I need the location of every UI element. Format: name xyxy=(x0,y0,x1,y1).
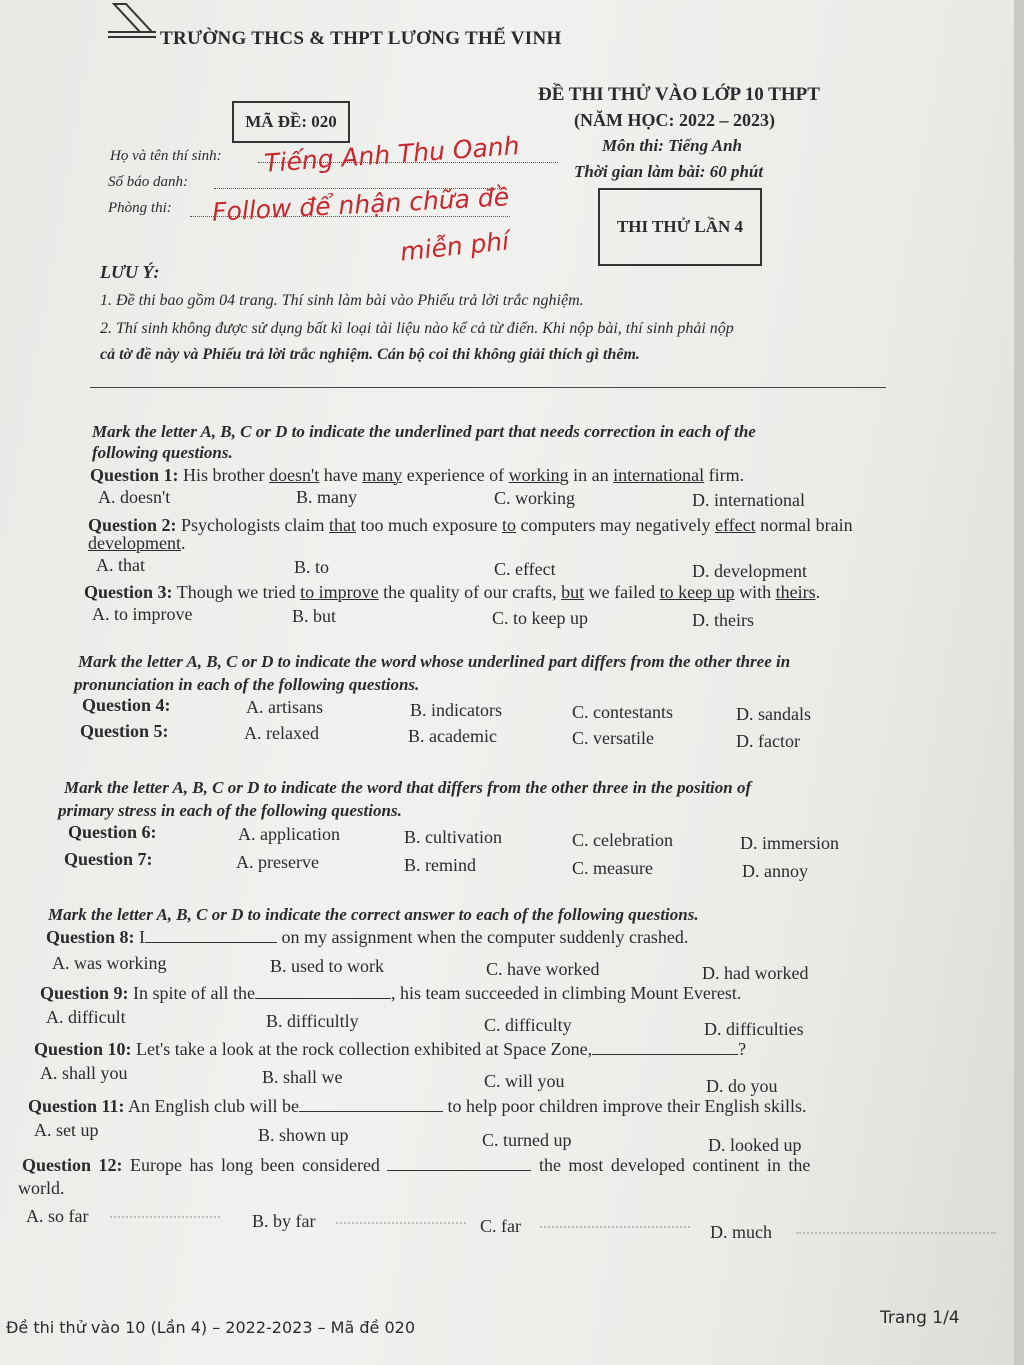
name-label: Họ và tên thí sinh: xyxy=(110,148,222,164)
q5-option-c: C. versatile xyxy=(572,728,654,748)
exam-title: ĐỀ THI THỬ VÀO LỚP 10 THPT xyxy=(538,84,820,105)
q10-option-b: B. shall we xyxy=(262,1067,343,1087)
q11-option-b: B. shown up xyxy=(258,1125,349,1145)
q1-option-c: C. working xyxy=(494,488,575,508)
page-number: Trang 1/4 xyxy=(880,1308,960,1328)
q4-option-b: B. indicators xyxy=(410,700,502,720)
q7-option-b: B. remind xyxy=(404,855,476,875)
q7-option-d: D. annoy xyxy=(742,861,808,881)
question-2: Question 2: Psychologists claim that too much exposure to computers may negatively effect normal brain xyxy=(88,515,853,535)
question-3: Question 3: Though we tried to improve the quality of our crafts, but we failed to keep up with theirs. xyxy=(84,582,821,602)
question-10: Question 10: Let's take a look at the rock collection exhibited at Space Zone, ? xyxy=(34,1039,747,1059)
q3-option-a: A. to improve xyxy=(92,604,193,624)
section-1-instruction: Mark the letter A, B, C or D to indicate the underlined part that needs correction in each of the xyxy=(92,422,756,441)
q8-option-d: D. had worked xyxy=(702,963,809,983)
q3-option-b: B. but xyxy=(292,606,337,626)
q12-option-d: D. much xyxy=(710,1222,772,1242)
q2-option-d: D. development xyxy=(692,561,807,581)
question-8: Question 8: I on my assignment when the computer suddenly crashed. xyxy=(46,927,689,947)
q5-option-a: A. relaxed xyxy=(244,723,319,743)
q4-option-d: D. sandals xyxy=(736,704,811,724)
q2-option-b: B. to xyxy=(294,557,330,577)
q6-option-d: D. immersion xyxy=(740,833,839,853)
section-2-instruction-2: pronunciation in each of the following questions. xyxy=(74,675,420,694)
q12-option-b: B. by far xyxy=(252,1211,316,1231)
q8-option-c: C. have worked xyxy=(486,959,600,979)
school-logo-icon xyxy=(106,2,158,42)
section-1-instruction-2: following questions. xyxy=(92,443,233,462)
section-4-instruction: Mark the letter A, B, C or D to indicate the correct answer to each of the following questions. xyxy=(48,905,699,924)
q1-option-b: B. many xyxy=(296,487,357,507)
subject: Môn thi: Tiếng Anh xyxy=(602,136,742,155)
note-line-1: 1. Đề thi bao gồm 04 trang. Thí sinh làm bài vào Phiếu trả lời trắc nghiệm. xyxy=(100,292,584,309)
q6-option-b: B. cultivation xyxy=(404,827,502,847)
question-7: Question 7: xyxy=(64,849,153,869)
question-1: Question 1: His brother doesn't have many experience of working in an international firm. xyxy=(90,465,745,485)
divider xyxy=(90,387,886,388)
print-smudge xyxy=(336,1222,466,1230)
question-12-cont: world. xyxy=(18,1178,65,1198)
q10-option-c: C. will you xyxy=(484,1071,565,1091)
handwritten-note-2: miễn phí xyxy=(398,226,511,267)
q8-option-b: B. used to work xyxy=(270,956,384,976)
section-2-instruction: Mark the letter A, B, C or D to indicate the word whose underlined part differs from the other three in xyxy=(78,652,791,671)
print-smudge xyxy=(796,1232,996,1240)
duration: Thời gian làm bài: 60 phút xyxy=(574,162,764,181)
id-label: Số báo danh: xyxy=(108,174,188,190)
print-smudge xyxy=(540,1226,690,1234)
note-line-3: cả tờ đề này và Phiếu trả lời trắc nghiệm. Cán bộ coi thi không giải thích gì thêm. xyxy=(100,346,640,363)
q10-option-a: A. shall you xyxy=(40,1063,128,1083)
section-3-instruction-2: primary stress in each of the following questions. xyxy=(58,801,402,820)
q12-option-a: A. so far xyxy=(26,1206,89,1226)
note-line-2: 2. Thí sinh không được sử dụng bất kì loại tài liệu nào kể cả từ điển. Khi nộp bài, thí sinh phải nộp xyxy=(100,320,734,337)
q3-option-c: C. to keep up xyxy=(492,608,588,628)
question-4: Question 4: xyxy=(82,695,171,715)
q9-option-b: B. difficultly xyxy=(266,1011,359,1031)
q3-option-d: D. theirs xyxy=(692,610,754,630)
question-5: Question 5: xyxy=(80,721,169,741)
question-11: Question 11: An English club will be to help poor children improve their English skills. xyxy=(28,1096,807,1116)
room-label: Phòng thi: xyxy=(108,200,172,216)
q9-option-c: C. difficulty xyxy=(484,1015,572,1035)
q4-option-a: A. artisans xyxy=(246,697,323,717)
attempt-box: THI THỬ LẦN 4 xyxy=(598,188,762,266)
question-2-cont: development. xyxy=(88,533,186,553)
q5-option-b: B. academic xyxy=(408,726,497,746)
question-9: Question 9: In spite of all the , his team succeeded in climbing Mount Everest. xyxy=(40,983,742,1003)
q9-option-a: A. difficult xyxy=(46,1007,126,1027)
q4-option-c: C. contestants xyxy=(572,702,673,722)
q1-option-d: D. international xyxy=(692,490,805,510)
q11-option-d: D. looked up xyxy=(708,1135,802,1155)
question-6: Question 6: xyxy=(68,822,157,842)
q11-option-c: C. turned up xyxy=(482,1130,572,1150)
exam-code-box: MÃ ĐỀ: 020 xyxy=(232,101,350,143)
q8-option-a: A. was working xyxy=(52,953,167,973)
q10-option-d: D. do you xyxy=(706,1076,778,1096)
q6-option-a: A. application xyxy=(238,824,340,844)
q12-option-c: C. far xyxy=(480,1216,521,1236)
print-smudge xyxy=(110,1216,220,1224)
section-3-instruction: Mark the letter A, B, C or D to indicate the word that differs from the other three in the position of xyxy=(64,778,752,797)
handwritten-name: Tiếng Anh Thu Oanh xyxy=(263,131,521,178)
school-name: TRƯỜNG THCS & THPT LƯƠNG THẾ VINH xyxy=(160,28,562,49)
school-year: (NĂM HỌC: 2022 – 2023) xyxy=(574,110,775,130)
q6-option-c: C. celebration xyxy=(572,830,673,850)
q1-option-a: A. doesn't xyxy=(98,487,171,507)
q2-option-c: C. effect xyxy=(494,559,556,579)
notes-heading: LƯU Ý: xyxy=(100,262,160,282)
footer-text: Đề thi thử vào 10 (Lần 4) – 2022-2023 – Mã đề 020 xyxy=(6,1318,415,1337)
q9-option-d: D. difficulties xyxy=(704,1019,804,1039)
q5-option-d: D. factor xyxy=(736,731,800,751)
q11-option-a: A. set up xyxy=(34,1120,99,1140)
q7-option-c: C. measure xyxy=(572,858,653,878)
handwritten-note: Follow để nhận chữa đề xyxy=(211,182,510,227)
q7-option-a: A. preserve xyxy=(236,852,319,872)
q2-option-a: A. that xyxy=(96,555,145,575)
question-12: Question 12: Europe has long been considered the most developed continent in the xyxy=(22,1155,811,1175)
